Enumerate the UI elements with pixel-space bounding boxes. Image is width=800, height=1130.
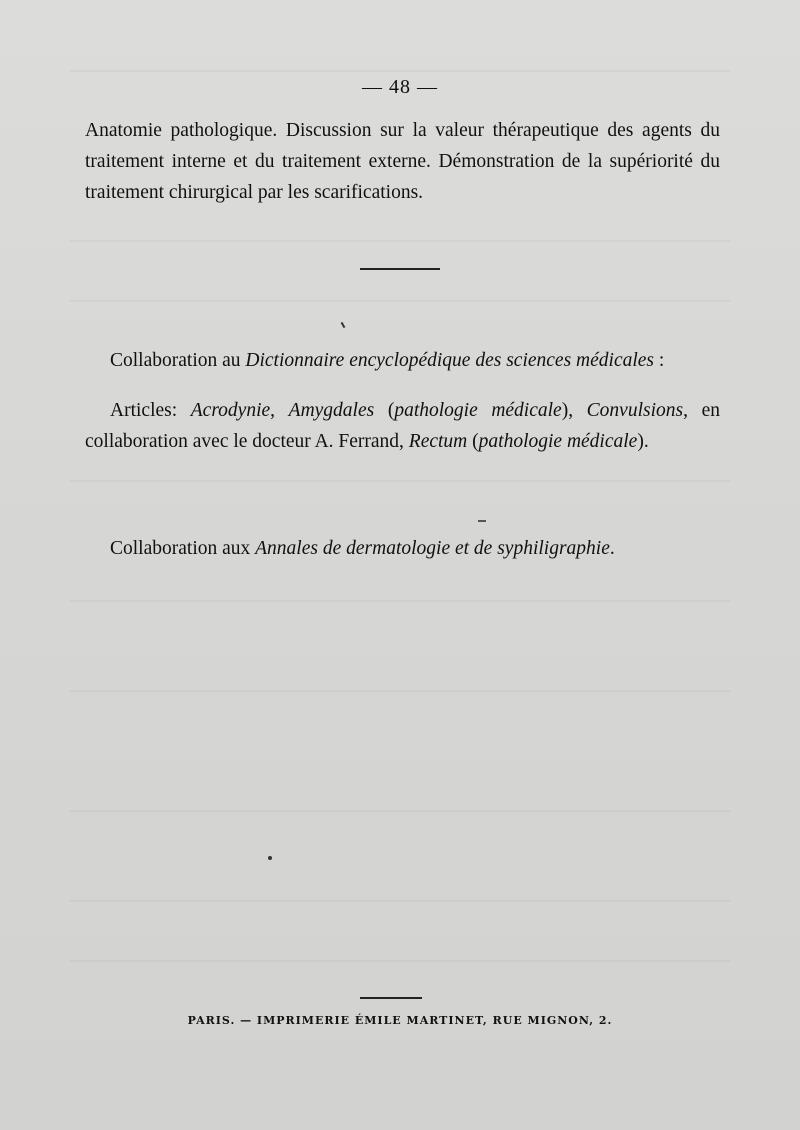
article-title: Rectum <box>408 431 468 452</box>
text-run: : <box>654 350 665 371</box>
article-title: Amygdales <box>288 400 375 421</box>
printer-imprint: PARIS. — IMPRIMERIE ÉMILE MARTINET, RUE MIGNON, 2. <box>187 1014 613 1027</box>
text-run: ). <box>637 431 649 452</box>
article-title: Acrodynie <box>190 400 271 421</box>
show-through-line <box>70 240 730 242</box>
paragraph-dictionnaire <box>85 345 720 376</box>
show-through-line <box>70 960 730 962</box>
paragraph-annales <box>85 533 720 564</box>
show-through-line <box>70 70 730 72</box>
publication-title: Dictionnaire encyclopédique des sciences médicales <box>245 350 655 371</box>
show-through-line <box>70 600 730 602</box>
text-run: Collaboration aux <box>110 538 256 559</box>
text-run: ( <box>467 431 479 452</box>
text-run: Articles: <box>110 400 191 421</box>
section-divider <box>360 268 440 270</box>
print-mark <box>478 520 486 522</box>
text-run: . <box>609 538 615 559</box>
show-through-line <box>70 300 730 302</box>
print-mark <box>341 322 346 328</box>
paragraph-articles <box>85 395 720 457</box>
show-through-line <box>70 480 730 482</box>
text-run: Collaboration au <box>110 350 246 371</box>
text-run: ( <box>374 400 395 421</box>
paragraph-anatomie: Anatomie pathologique. Discussion sur la valeur thérapeutique des agents du traitement interne et du traitement externe. Démonstration de la supériorité du traitement chirurgical par les scarifications. <box>85 120 720 203</box>
article-note: pathologie médicale <box>394 400 562 421</box>
print-mark <box>268 856 272 860</box>
article-note: pathologie médicale <box>478 431 638 452</box>
show-through-line <box>70 690 730 692</box>
text-run: , en collaboration avec le docteur A. Ferrand, <box>85 400 720 452</box>
show-through-line <box>70 900 730 902</box>
article-title: Convulsions <box>586 400 684 421</box>
text-run: ), <box>561 400 587 421</box>
show-through-line <box>70 810 730 812</box>
publication-title: Annales de dermatologie et de syphiligraphie <box>255 538 610 559</box>
text-run: , <box>270 400 289 421</box>
page-number: — 48 — <box>362 76 438 98</box>
footer-divider <box>360 997 422 999</box>
